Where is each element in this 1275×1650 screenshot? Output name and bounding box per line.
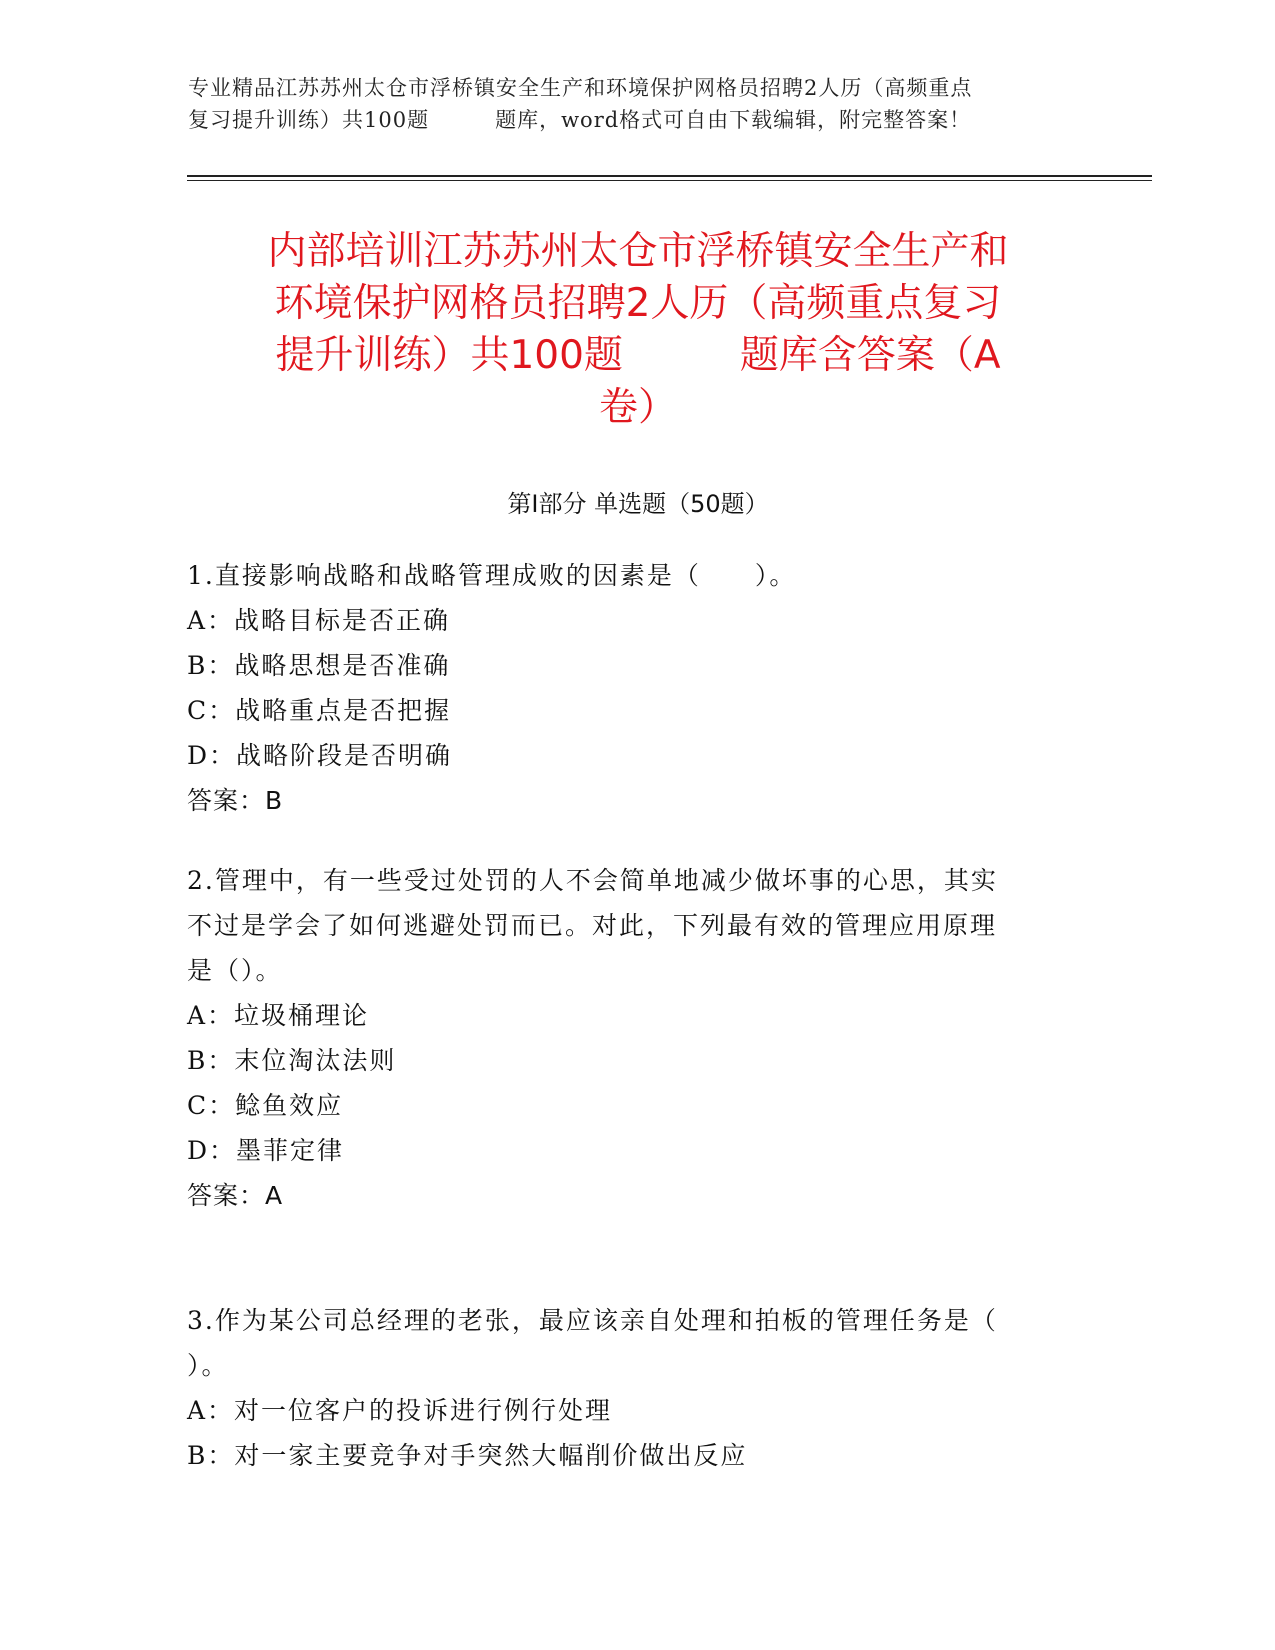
question-2 <box>187 858 1087 1218</box>
header-note <box>188 72 1088 136</box>
question-2-stem-line-1: 2.管理中，有一些受过处罚的人不会简单地减少做坏事的心思，其实 <box>187 866 998 895</box>
document-title-line-4: 卷） <box>598 385 677 430</box>
question-3-stem-line-1: 3.作为某公司总经理的老张，最应该亲自处理和拍板的管理任务是（ <box>187 1306 998 1335</box>
question-2-option-b: B：末位淘汰法则 <box>187 1046 397 1075</box>
question-1-option-c: C：战略重点是否把握 <box>187 696 452 725</box>
header-note-line-2: 复习提升训练）共100题 题库，word格式可自由下载编辑，附完整答案！ <box>188 108 972 132</box>
header-divider-thick <box>187 175 1152 177</box>
question-3-stem-line-2: ）。 <box>187 1351 229 1380</box>
document-title-line-2: 环境保护网格员招聘2人历（高频重点复习 <box>274 281 1002 326</box>
question-2-option-c: C：鲶鱼效应 <box>187 1091 344 1120</box>
question-1-option-a: A：战略目标是否正确 <box>187 606 451 635</box>
question-2-stem-line-3: 是（）。 <box>187 956 283 985</box>
question-2-option-a: A：垃圾桶理论 <box>187 1001 370 1030</box>
question-2-answer: 答案：A <box>187 1181 284 1210</box>
header-divider-thin <box>187 180 1152 181</box>
document-title <box>188 226 1088 434</box>
document-title-line-3: 提升训练）共100题 题库含答案（A <box>275 333 1001 378</box>
question-2-stem-line-2: 不过是学会了如何逃避处罚而已。对此，下列最有效的管理应用原理 <box>187 911 998 940</box>
document-title-line-1: 内部培训江苏苏州太仓市浮桥镇安全生产和 <box>267 229 1009 274</box>
question-1-answer: 答案：B <box>187 786 284 815</box>
question-3-option-a: A：对一位客户的投诉进行例行处理 <box>187 1396 613 1425</box>
question-2-option-d: D：墨菲定律 <box>187 1136 345 1165</box>
question-3-option-b: B：对一家主要竞争对手突然大幅削价做出反应 <box>187 1441 748 1470</box>
section-title: 第Ⅰ部分 单选题（50题） <box>507 490 769 518</box>
question-1-stem: 1.直接影响战略和战略管理成败的因素是（ ）。 <box>187 561 797 590</box>
question-1-option-d: D：战略阶段是否明确 <box>187 741 453 770</box>
header-note-line-1: 专业精品江苏苏州太仓市浮桥镇安全生产和环境保护网格员招聘2人历（高频重点 <box>188 76 973 100</box>
question-1-option-b: B：战略思想是否准确 <box>187 651 451 680</box>
question-3 <box>187 1298 1087 1478</box>
question-1 <box>187 553 1087 823</box>
